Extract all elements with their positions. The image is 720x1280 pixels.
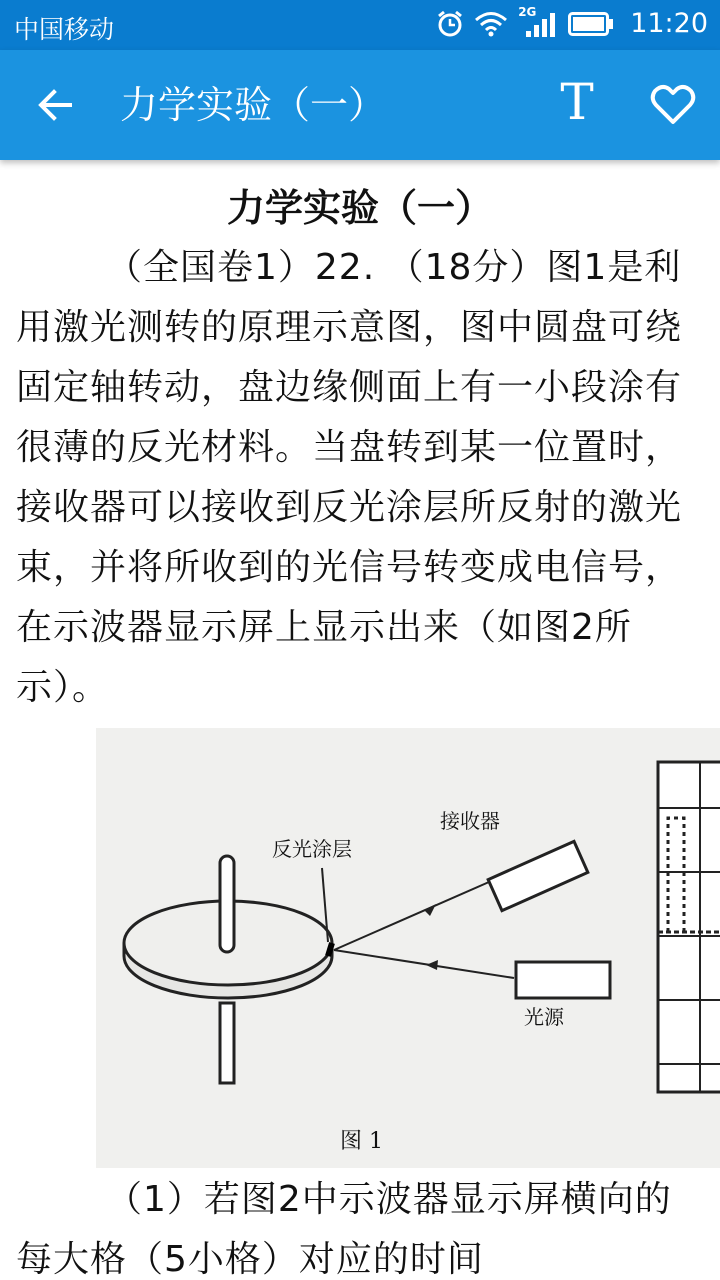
battery-icon (568, 12, 614, 36)
carrier-name: 中国移动 (14, 15, 115, 44)
arrow-left-icon (30, 80, 80, 130)
article-content[interactable] (0, 160, 720, 1280)
signal-icon (518, 9, 558, 39)
figure-caption: 图 1 (340, 1129, 383, 1154)
label-receiver: 接收器 (440, 809, 500, 833)
network-type-label: 2G (518, 4, 537, 19)
font-size-button[interactable]: T (560, 73, 594, 131)
label-reflective-coating: 反光涂层 (272, 837, 352, 861)
oscilloscope-grid-partial (658, 762, 720, 1092)
app-bar-title: 力学实验（一） (120, 83, 387, 127)
back-button[interactable] (30, 80, 80, 130)
sub-question-paragraph: （1）若图2中示波器显示屏横向的每大格（5小格）对应的时间 (16, 1179, 672, 1280)
app-bar (0, 50, 720, 160)
clock: 11:20 (630, 8, 708, 39)
heart-icon (648, 80, 698, 130)
favorite-button[interactable] (648, 80, 698, 130)
status-icons (436, 4, 708, 39)
status-bar (0, 0, 720, 50)
wifi-icon (474, 10, 508, 38)
laser-diagram (96, 728, 720, 1168)
article-title: 力学实验（一） (226, 186, 493, 230)
label-light-source: 光源 (524, 1005, 564, 1029)
alarm-icon (436, 10, 464, 38)
question-paragraph: （全国卷1）22. （18分）图1是利用激光测转的原理示意图，图中圆盘可绕固定轴转动，盘边缘侧面上有一小段涂有很薄的反光材料。当盘转到某一位置时，接收器可以接收到反光涂层所反射的激光束，并将所收到的光信号转变成电信号，在示波器显示屏上显示出来（如图2所示）。 (16, 247, 683, 708)
signal-indicator (518, 4, 558, 39)
figure-1-image (96, 728, 720, 1168)
